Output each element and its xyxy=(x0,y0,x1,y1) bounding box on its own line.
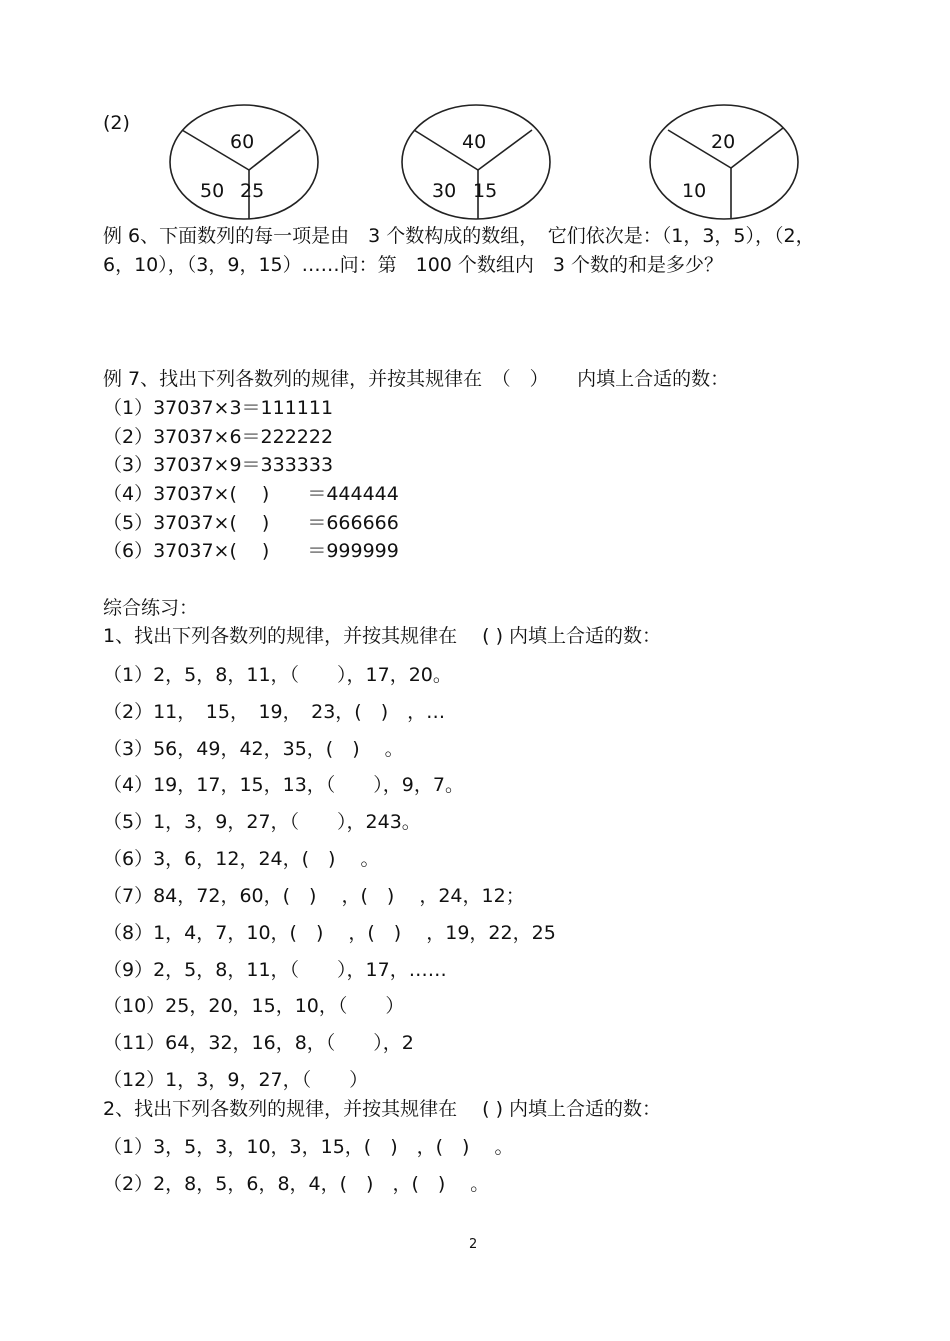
practice-heading: 综合练习： xyxy=(103,597,199,619)
practice-q1-item: （10）25，20，15，10，（ ） xyxy=(103,995,405,1017)
circle-3-left-number: 10 xyxy=(682,180,707,202)
practice-q2-title: 2、找出下列各数列的规律，并按其规律在 ( ) 内填上合适的数： xyxy=(103,1098,662,1120)
part-label: (2) xyxy=(103,112,130,134)
example-6-line-2: 6，10），（3，9，15）……问：第 100 个数组内 3 个数的和是多少？ xyxy=(103,254,724,276)
practice-q1-item: （8）1，4，7，10，( ) ，( ) ，19，22，25 xyxy=(103,922,556,944)
example-7-title: 例 7、找出下列各数列的规律，并按其规律在 （ ） 内填上合适的数： xyxy=(103,368,730,390)
example-7-item: （1）37037×3＝111111 xyxy=(103,397,334,419)
practice-q1-item: （2）11， 15， 19， 23，( ) ，… xyxy=(103,701,446,723)
example-6-line-1: 例 6、下面数列的每一项是由 3 个数构成的数组， 它们依次是：（1，3，5），（2， xyxy=(103,225,815,247)
circle-3-divider-right xyxy=(731,128,783,168)
example-7-item: （4）37037×( ) ＝444444 xyxy=(103,483,399,505)
circle-3-outline xyxy=(650,105,798,219)
circle-1-divider-right xyxy=(249,130,300,170)
circle-figures xyxy=(0,0,950,240)
practice-q1-item: （9）2，5，8，11，（ ），17，…… xyxy=(103,959,447,981)
practice-q1-title: 1、找出下列各数列的规律，并按其规律在 ( ) 内填上合适的数： xyxy=(103,625,662,647)
practice-q1-item: （6）3，6，12，24，( ) 。 xyxy=(103,848,380,870)
circle-1-left-number: 50 xyxy=(200,180,225,202)
example-7-item: （2）37037×6＝222222 xyxy=(103,426,334,448)
practice-q1-item: （3）56，49，42，35，( ) 。 xyxy=(103,738,404,760)
circle-3-top-number: 20 xyxy=(711,131,736,153)
practice-q1-item: （1）2，5，8，11，（ ），17，20。 xyxy=(103,664,452,686)
circle-2-left-number: 30 xyxy=(432,180,457,202)
example-7-item: （5）37037×( ) ＝666666 xyxy=(103,512,399,534)
circle-1-right-number: 25 xyxy=(240,180,265,202)
practice-q1-item: （5）1，3，9，27，（ ），243。 xyxy=(103,811,421,833)
example-7-item: （3）37037×9＝333333 xyxy=(103,454,334,476)
practice-q2-item: （1）3，5，3，10，3，15，( ) ，( ) 。 xyxy=(103,1136,514,1158)
circle-1-top-number: 60 xyxy=(230,131,255,153)
circle-figure-3 xyxy=(650,105,798,219)
practice-q1-item: （7）84，72，60，( ) ，( ) ，24，12； xyxy=(103,885,525,907)
practice-q1-item: （4）19，17，15，13，（ ），9，7。 xyxy=(103,774,464,796)
page-number: 2 xyxy=(469,1237,478,1252)
example-7-item: （6）37037×( ) ＝999999 xyxy=(103,540,399,562)
practice-q2-item: （2）2，8，5，6，8，4，( ) ，( ) 。 xyxy=(103,1173,490,1195)
circle-2-top-number: 40 xyxy=(462,131,487,153)
practice-q1-item: （11）64，32，16，8，（ ），2 xyxy=(103,1032,414,1054)
circle-2-right-number: 15 xyxy=(473,180,498,202)
practice-q1-item: （12）1，3，9，27，（ ） xyxy=(103,1069,369,1091)
